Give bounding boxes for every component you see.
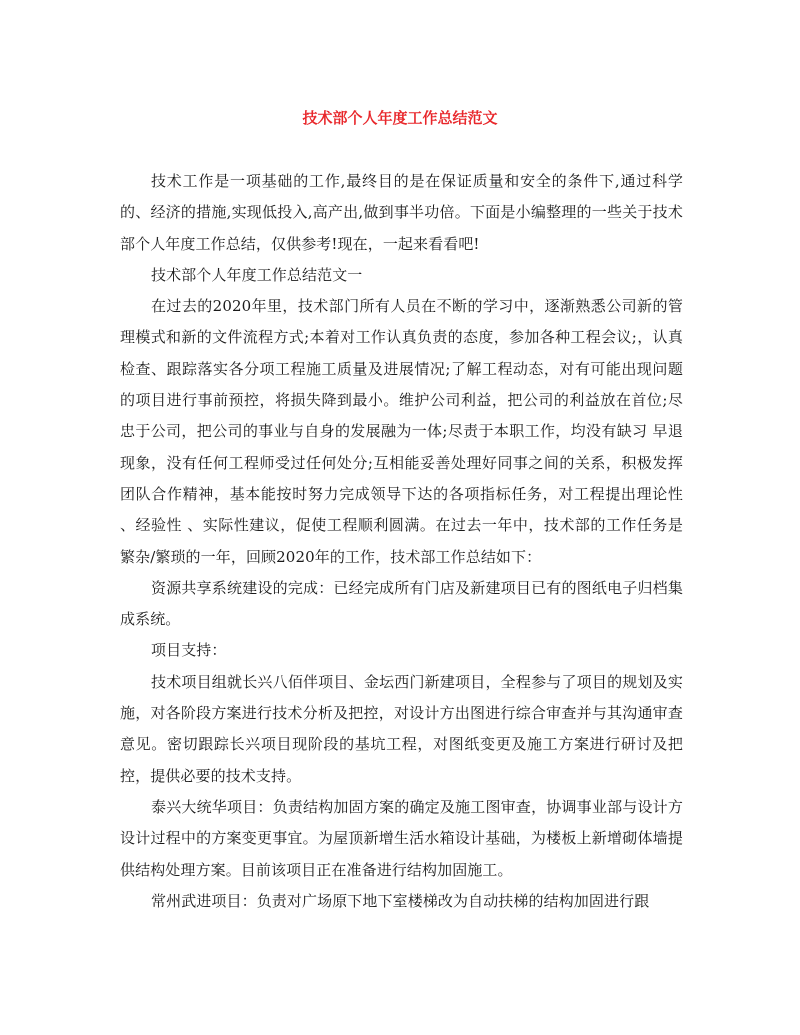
intro-paragraph: 技术工作是一项基础的工作,最终目的是在保证质量和安全的条件下,通过科学的、经济的措施,实现低投入,高产出,做到事半功倍。下面是小编整理的一些关于技术部个人年度工作总结，仅供参考!现在，一起来看看吧!	[120, 172, 683, 253]
body-paragraph: 常州武进项目：负责对广场原下地下室楼梯改为自动扶梯的结构加固进行跟	[151, 891, 650, 910]
body-paragraph: 资源共享系统建设的完成：已经完成所有门店及新建项目已有的图纸电子归档集成系统。	[120, 578, 683, 629]
section-heading: 技术部个人年度工作总结范文一	[151, 265, 363, 284]
body-paragraph: 泰兴大统华项目：负责结构加固方案的确定及施工图审查，协调事业部与设计方设计过程中的方案变更事宜。为屋顶新增生活水箱设计基础，为楼板上新增砌体墙提供结构处理方案。目前该项目正在准备进行结构加固施工。	[120, 797, 683, 879]
body-paragraph: 项目支持：	[151, 641, 227, 660]
document-body	[120, 166, 683, 917]
body-paragraph: 在过去的2020年里，技术部门所有人员在不断的学习中，逐渐熟悉公司新的管理模式和新的文件流程方式;本着对工作认真负责的态度，参加各种工程会议;，认真检查、跟踪落实各分项工程施工质量及进展情况;了解工程动态，对有可能出现问题的项目进行事前预控，将损失降到最小。维护公司利益，把公司的利益放在首位;尽忠于公司，把公司的事业与自身的发展融为一体;尽责于本职工作，均没有缺习 早退现象，没有任何工程师受过任何处分;互相能妥善处理好同事之间的关系，积极发挥团队合作精神，基本能按时努力完成领导下达的各项指标任务，对工程提出理论性 、经验性 、实际性建议，促使工程顺利圆满。在过去一年中，技术部的工作任务是繁杂/繁琐的一年，回顾2020年的工作，技术部工作总结如下：	[120, 297, 683, 566]
body-paragraph: 技术项目组就长兴八佰伴项目、金坛西门新建项目，全程参与了项目的规划及实施，对各阶段方案进行技术分析及把控，对设计方出图进行综合审查并与其沟通审查意见。密切跟踪长兴项目现阶段的基坑工程，对图纸变更及施工方案进行研讨及把控，提供必要的技术支持。	[120, 672, 683, 785]
document-title: 技术部个人年度工作总结范文	[302, 109, 498, 127]
